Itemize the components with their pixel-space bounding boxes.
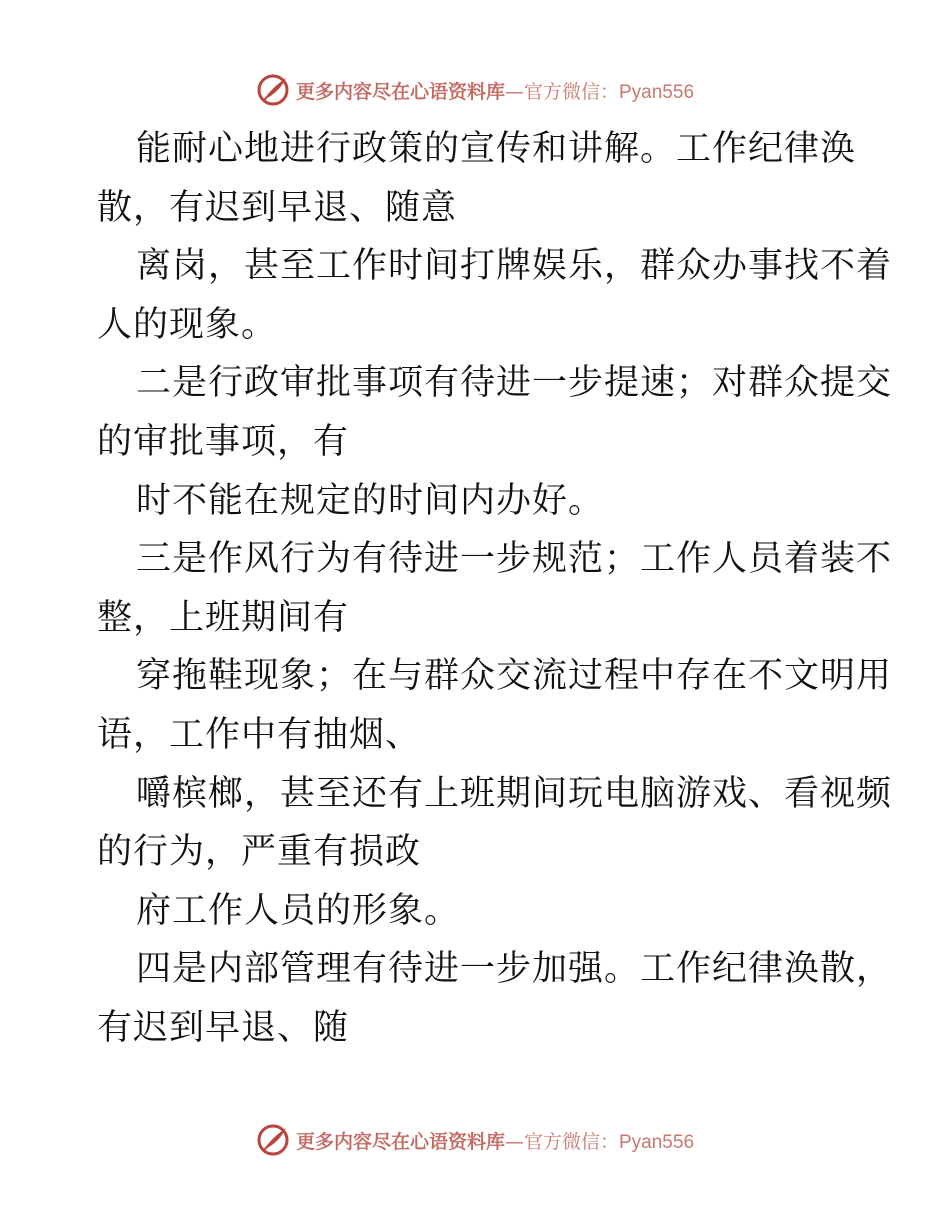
watermark-brand: 更多内容尽在心语资料库 [295, 80, 505, 103]
header-watermark [0, 70, 950, 110]
body-line: 的审批事项，有 [97, 421, 350, 462]
quill-logo-icon [256, 73, 290, 107]
body-line: 有迟到早退、随 [97, 1007, 350, 1048]
watermark-dash: — [504, 80, 524, 103]
footer-watermark [0, 1120, 950, 1160]
body-line: 嚼槟榔，甚至还有上班期间玩电脑游戏、看视频 [136, 773, 893, 814]
body-line: 语，工作中有抽烟、 [97, 714, 422, 755]
body-line: 人的现象。 [97, 304, 278, 345]
quill-logo-icon [256, 1123, 290, 1157]
watermark-id: Pyan556 [619, 1131, 695, 1153]
document-body [97, 120, 893, 1058]
watermark-dash: — [504, 1130, 524, 1153]
body-line: 的行为，严重有损政 [97, 832, 422, 873]
watermark-text [296, 77, 694, 104]
watermark-text [296, 1127, 694, 1154]
body-line: 时不能在规定的时间内办好。 [136, 480, 605, 521]
body-line: 四是内部管理有待进一步加强。工作纪律涣散， [136, 949, 893, 990]
body-line: 府工作人员的形象。 [136, 890, 461, 931]
body-line: 三是作风行为有待进一步规范；工作人员着装不 [136, 539, 893, 580]
body-line: 二是行政审批事项有待进一步提速；对群众提交 [136, 363, 893, 404]
body-line: 离岗，甚至工作时间打牌娱乐，群众办事找不着 [136, 246, 893, 287]
body-line: 穿拖鞋现象；在与群众交流过程中存在不文明用 [136, 656, 893, 697]
watermark-label: 官方微信： [523, 1130, 619, 1153]
watermark-label: 官方微信： [523, 80, 619, 103]
body-line: 散，有迟到早退、随意 [97, 187, 458, 228]
watermark-id: Pyan556 [619, 81, 695, 103]
watermark-brand: 更多内容尽在心语资料库 [295, 1130, 505, 1153]
body-line: 整，上班期间有 [97, 597, 350, 638]
body-line: 能耐心地进行政策的宣传和讲解。工作纪律涣 [136, 129, 857, 169]
